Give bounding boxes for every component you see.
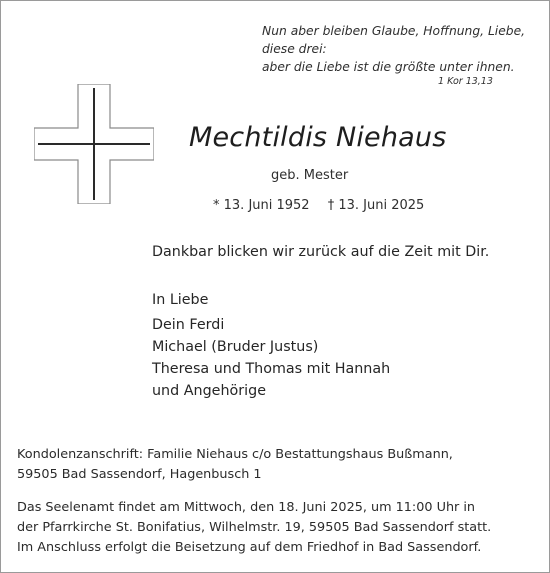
- condolence-address: [17, 445, 453, 485]
- verse-line: Nun aber bleiben Glaube, Hoffnung, Liebe,: [262, 24, 526, 38]
- signer-line: In Liebe: [152, 292, 209, 308]
- condolence-line: 59505 Bad Sassendorf, Hagenbusch 1: [17, 467, 262, 482]
- signer-line: Michael (Bruder Justus): [152, 339, 319, 355]
- signer-line: Dein Ferdi: [152, 317, 225, 333]
- service-line: Im Anschluss erfolgt die Beisetzung auf dem Friedhof in Bad Sassendorf.: [17, 540, 482, 555]
- death-date: † 13. Juni 2025: [327, 198, 425, 213]
- verse-reference: 1 Kor 13,13: [438, 76, 493, 87]
- life-dates: [213, 198, 424, 213]
- signers-list: [152, 289, 390, 402]
- service-line: der Pfarrkirche St. Bonifatius, Wilhelmstr. 19, 59505 Bad Sassendorf statt.: [17, 520, 492, 535]
- service-line: Das Seelenamt findet am Mittwoch, den 18. Juni 2025, um 11:00 Uhr in: [17, 500, 476, 515]
- verse-line: diese drei:: [262, 42, 327, 56]
- verse-line: aber die Liebe ist die größte unter ihnen.: [262, 60, 515, 74]
- signer-line: und Angehörige: [152, 383, 266, 399]
- bible-verse: [262, 22, 542, 76]
- cross-icon: [34, 84, 154, 204]
- birth-date: * 13. Juni 1952: [213, 198, 310, 213]
- maiden-name: geb. Mester: [271, 168, 349, 183]
- thanks-message: Dankbar blicken wir zurück auf die Zeit mit Dir.: [152, 244, 490, 260]
- service-info: [17, 498, 491, 558]
- deceased-name: Mechtildis Niehaus: [189, 122, 447, 153]
- condolence-line: Kondolenzanschrift: Familie Niehaus c/o Bestattungshaus Bußmann,: [17, 447, 453, 462]
- signer-line: Theresa und Thomas mit Hannah: [152, 361, 391, 377]
